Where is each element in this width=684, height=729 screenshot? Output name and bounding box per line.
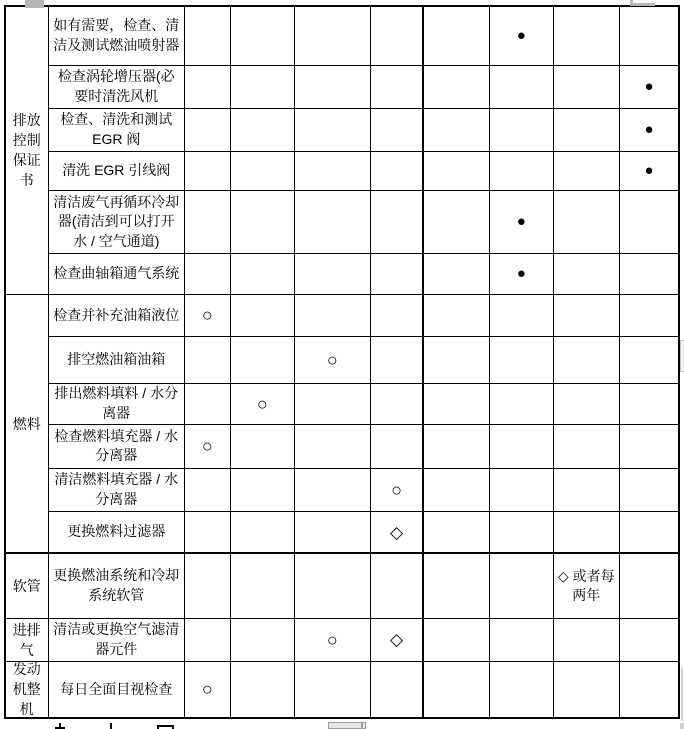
dot-marker-cell: ● xyxy=(620,66,678,108)
empty-interval-cell xyxy=(231,109,294,151)
empty-interval-cell xyxy=(424,337,489,383)
task-cell: 检查涡轮增压器(必要时清洗风机 xyxy=(49,66,184,108)
empty-interval-cell xyxy=(424,295,489,336)
circle-marker-cell: ○ xyxy=(185,295,230,336)
task-cell: 更换燃料过滤器 xyxy=(49,512,184,552)
category-cell: 燃料 xyxy=(6,295,48,552)
empty-interval-cell xyxy=(554,7,619,65)
circle-marker-cell: ○ xyxy=(371,469,422,511)
empty-interval-cell xyxy=(424,191,489,253)
dot-marker-cell: ● xyxy=(490,7,553,65)
empty-interval-cell xyxy=(185,384,230,424)
empty-interval-cell xyxy=(371,554,422,618)
empty-interval-cell xyxy=(620,512,678,552)
empty-interval-cell xyxy=(424,554,489,618)
task-cell: 如有需要，检查、清洁及测试燃油喷射器 xyxy=(49,7,184,65)
task-cell: 排出燃料填料 / 水分离器 xyxy=(49,384,184,424)
empty-interval-cell xyxy=(295,662,370,717)
empty-interval-cell xyxy=(185,66,230,108)
empty-interval-cell xyxy=(490,554,553,618)
diamond-marker-cell: ◇ xyxy=(371,619,422,661)
empty-interval-cell xyxy=(554,337,619,383)
empty-interval-cell xyxy=(231,469,294,511)
empty-interval-cell xyxy=(554,191,619,253)
empty-interval-cell xyxy=(620,619,678,661)
circle-marker-cell: ○ xyxy=(185,425,230,468)
dot-marker-cell: ● xyxy=(490,191,553,253)
maintenance-table xyxy=(4,5,680,719)
page-corner-fragment xyxy=(680,723,684,729)
page-edge-line xyxy=(681,668,683,721)
empty-interval-cell xyxy=(424,469,489,511)
category-cell: 排放控制保证书 xyxy=(6,7,48,294)
task-cell: 检查曲轴箱通气系统 xyxy=(49,254,184,294)
empty-interval-cell xyxy=(185,469,230,511)
empty-interval-cell xyxy=(554,469,619,511)
empty-interval-cell xyxy=(554,512,619,552)
empty-interval-cell xyxy=(295,295,370,336)
empty-interval-cell xyxy=(620,662,678,717)
task-cell: 检查燃料填充器 / 水分离器 xyxy=(49,425,184,468)
clipped-text-fragment xyxy=(157,725,159,729)
empty-interval-cell xyxy=(295,469,370,511)
empty-interval-cell xyxy=(231,337,294,383)
empty-interval-cell xyxy=(554,425,619,468)
scrollbar-fragment xyxy=(680,340,684,372)
category-cell: 进排气 xyxy=(6,619,48,661)
empty-interval-cell xyxy=(424,425,489,468)
empty-interval-cell xyxy=(185,109,230,151)
empty-interval-cell xyxy=(295,384,370,424)
dot-marker-cell: ● xyxy=(620,152,678,190)
empty-interval-cell xyxy=(554,662,619,717)
empty-interval-cell xyxy=(295,152,370,190)
empty-interval-cell xyxy=(620,554,678,618)
empty-interval-cell xyxy=(295,554,370,618)
empty-interval-cell xyxy=(620,295,678,336)
empty-interval-cell xyxy=(371,295,422,336)
clipped-border-fragment xyxy=(110,723,112,729)
clipped-grey-cell-border xyxy=(361,722,363,729)
circle-marker-cell: ○ xyxy=(185,662,230,717)
empty-interval-cell xyxy=(295,254,370,294)
empty-interval-cell xyxy=(424,7,489,65)
empty-interval-cell xyxy=(295,191,370,253)
empty-interval-cell xyxy=(185,554,230,618)
empty-interval-cell xyxy=(620,191,678,253)
empty-interval-cell xyxy=(185,337,230,383)
empty-interval-cell xyxy=(231,425,294,468)
empty-interval-cell xyxy=(424,109,489,151)
empty-interval-cell xyxy=(231,7,294,65)
empty-interval-cell xyxy=(424,66,489,108)
empty-interval-cell xyxy=(231,554,294,618)
empty-interval-cell xyxy=(424,384,489,424)
page-corner-mark xyxy=(630,3,655,6)
circle-marker-cell: ○ xyxy=(295,337,370,383)
empty-interval-cell xyxy=(231,152,294,190)
category-cell: 软管 xyxy=(6,554,48,618)
empty-interval-cell xyxy=(371,662,422,717)
empty-interval-cell xyxy=(231,295,294,336)
empty-interval-cell xyxy=(424,254,489,294)
empty-interval-cell xyxy=(554,66,619,108)
empty-interval-cell xyxy=(371,66,422,108)
empty-interval-cell xyxy=(231,662,294,717)
empty-interval-cell xyxy=(554,384,619,424)
empty-interval-cell xyxy=(231,619,294,661)
empty-interval-cell xyxy=(554,109,619,151)
empty-interval-cell xyxy=(554,254,619,294)
empty-interval-cell xyxy=(371,191,422,253)
empty-interval-cell xyxy=(490,66,553,108)
dot-marker-cell: ● xyxy=(490,254,553,294)
task-cell: 每日全面目视检查 xyxy=(49,662,184,717)
empty-interval-cell xyxy=(620,7,678,65)
table-handle-fragment xyxy=(25,0,44,8)
task-cell: 检查并补充油箱液位 xyxy=(49,295,184,336)
empty-interval-cell xyxy=(231,254,294,294)
empty-interval-cell xyxy=(424,152,489,190)
empty-interval-cell xyxy=(490,337,553,383)
empty-interval-cell xyxy=(424,619,489,661)
empty-interval-cell xyxy=(371,7,422,65)
empty-interval-cell xyxy=(620,384,678,424)
empty-interval-cell xyxy=(231,191,294,253)
empty-interval-cell xyxy=(295,66,370,108)
empty-interval-cell xyxy=(490,384,553,424)
empty-interval-cell xyxy=(295,109,370,151)
empty-interval-cell xyxy=(295,425,370,468)
empty-interval-cell xyxy=(185,7,230,65)
empty-interval-cell xyxy=(295,512,370,552)
empty-interval-cell xyxy=(371,425,422,468)
task-cell: 检查、清洗和测试 EGR 阀 xyxy=(49,109,184,151)
empty-interval-cell xyxy=(424,512,489,552)
diamond-marker-cell: ◇ xyxy=(371,512,422,552)
task-cell: 清洁废气再循环冷却器(清洁到可以打开水 / 空气通道) xyxy=(49,191,184,253)
empty-interval-cell xyxy=(371,337,422,383)
empty-interval-cell xyxy=(185,512,230,552)
circle-marker-cell: ○ xyxy=(295,619,370,661)
empty-interval-cell xyxy=(371,254,422,294)
empty-interval-cell xyxy=(185,254,230,294)
empty-interval-cell xyxy=(185,191,230,253)
empty-interval-cell xyxy=(371,384,422,424)
empty-interval-cell xyxy=(554,295,619,336)
task-cell: 清洗 EGR 引线阀 xyxy=(49,152,184,190)
diamond-note-marker-cell: ◇ 或者每两年 xyxy=(554,554,619,618)
task-cell: 清洁或更换空气滤清器元件 xyxy=(49,619,184,661)
empty-interval-cell xyxy=(371,152,422,190)
task-cell: 排空燃油箱油箱 xyxy=(49,337,184,383)
task-cell: 清洁燃料填充器 / 水分离器 xyxy=(49,469,184,511)
empty-interval-cell xyxy=(620,469,678,511)
empty-interval-cell xyxy=(620,425,678,468)
empty-interval-cell xyxy=(231,66,294,108)
empty-interval-cell xyxy=(620,254,678,294)
empty-interval-cell xyxy=(490,152,553,190)
empty-interval-cell xyxy=(424,662,489,717)
category-cell: 发动机整机 xyxy=(6,662,48,717)
empty-interval-cell xyxy=(490,109,553,151)
empty-interval-cell xyxy=(490,295,553,336)
circle-marker-cell: ○ xyxy=(231,384,294,424)
empty-interval-cell xyxy=(371,109,422,151)
empty-interval-cell xyxy=(490,425,553,468)
empty-interval-cell xyxy=(295,7,370,65)
empty-interval-cell xyxy=(231,512,294,552)
empty-interval-cell xyxy=(490,662,553,717)
empty-interval-cell xyxy=(490,512,553,552)
clipped-text-fragment xyxy=(172,725,174,729)
empty-interval-cell xyxy=(490,619,553,661)
task-cell: 更换燃油系统和冷却系统软管 xyxy=(49,554,184,618)
dot-marker-cell: ● xyxy=(620,109,678,151)
empty-interval-cell xyxy=(490,469,553,511)
empty-interval-cell xyxy=(185,619,230,661)
empty-interval-cell xyxy=(620,337,678,383)
empty-interval-cell xyxy=(185,152,230,190)
empty-interval-cell xyxy=(554,152,619,190)
empty-interval-cell xyxy=(554,619,619,661)
